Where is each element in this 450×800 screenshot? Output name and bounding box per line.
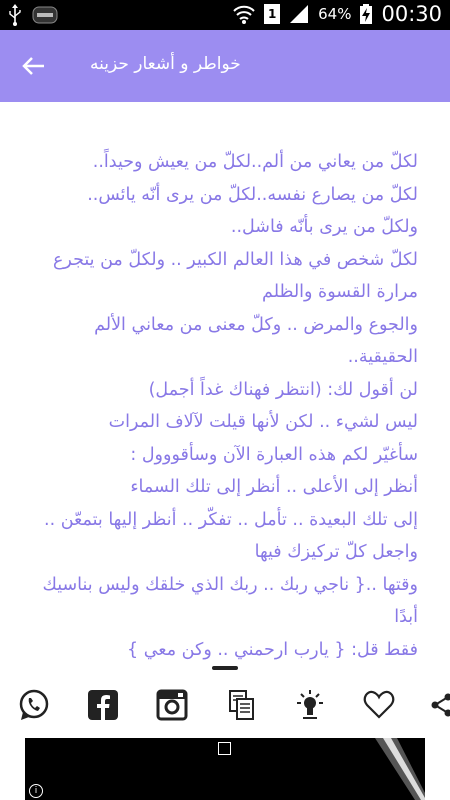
ad-close-square-icon[interactable]: [218, 742, 231, 755]
poem-line: سأغيّر لكم هذه العبارة الآن وسأقووول :: [130, 444, 418, 465]
whatsapp-icon: [17, 688, 51, 722]
poem-line: والجوع والمرض .. وكلّ معنى من معاني الألم: [94, 314, 418, 335]
favorite-button[interactable]: [362, 688, 396, 722]
signal-icon: [288, 3, 310, 25]
clock: 00:30: [381, 2, 442, 26]
poem-line: وقتها ..{ ناجي ربك .. ربك الذي خلقك وليس بناسيك: [42, 574, 418, 595]
poem-line: إلى تلك البعيدة .. تأمل .. تفكّر .. أنظر إليها بتمعّن ..: [44, 509, 418, 530]
poem-line: لكلّ من يعاني من ألم..لكلّ من يعيش وحيداً..: [92, 152, 418, 172]
poem-line: لكلّ من يصارع نفسه..لكلّ من يرى أنّه يائس..: [87, 184, 418, 205]
back-button[interactable]: [16, 48, 52, 84]
poem-line: لن أقول لك: (انتظر فهناك غداً أجمل): [148, 379, 418, 400]
poem-text: [0, 146, 418, 666]
copy-button[interactable]: [224, 688, 258, 722]
ad-banner[interactable]: [25, 738, 425, 800]
battery-charging-icon: [359, 3, 373, 25]
scroll-indicator: [212, 666, 238, 670]
poem-line: فقط قل: { يارب ارحمني .. وكن معي }: [127, 639, 418, 660]
share-icon: [428, 688, 450, 722]
night-mode-button[interactable]: [293, 688, 327, 722]
share-bar: [0, 676, 450, 734]
poem-line: واجعل كلّ تركيزك فيها: [254, 542, 418, 562]
heart-icon: [362, 688, 396, 722]
app-bar: [0, 30, 450, 102]
poem-line: ليس لشيء .. لكن لأنها قيلت لآلاف المرات: [108, 412, 418, 432]
page-title: خواطر و أشعار حزينه: [90, 54, 241, 74]
status-left-icons: [8, 4, 58, 26]
poem-line: الحقيقية..: [347, 347, 418, 367]
ad-info-icon[interactable]: i: [29, 784, 43, 798]
status-right-icons: [232, 2, 442, 26]
arrow-left-icon: [16, 48, 52, 84]
battery-percent: 64%: [318, 5, 352, 23]
status-bar: [0, 0, 450, 30]
sim-indicator: 1: [264, 4, 280, 24]
poem-line: ولكلّ من يرى بأنّه فاشل..: [230, 217, 418, 237]
whatsapp-share-button[interactable]: [17, 688, 51, 722]
instagram-share-button[interactable]: [155, 688, 189, 722]
usb-icon: [8, 4, 22, 26]
lightbulb-icon: [293, 688, 327, 722]
facebook-share-button[interactable]: [86, 688, 120, 722]
instagram-icon: [155, 688, 189, 722]
share-button[interactable]: [428, 688, 450, 722]
poem-line: أنظر إلى الأعلى .. أنظر إلى تلك السماء: [130, 477, 418, 497]
poem-content[interactable]: [0, 102, 450, 670]
poem-line: أبدًا: [394, 607, 418, 627]
facebook-icon: [86, 688, 120, 722]
notification-app-icon: [32, 5, 58, 25]
poem-line: مرارة القسوة والظلم: [262, 282, 418, 302]
wifi-icon: [232, 3, 256, 25]
poem-line: لكلّ شخص في هذا العالم الكبير .. ولكلّ من يتجرع: [52, 249, 418, 270]
copy-icon: [224, 688, 258, 722]
